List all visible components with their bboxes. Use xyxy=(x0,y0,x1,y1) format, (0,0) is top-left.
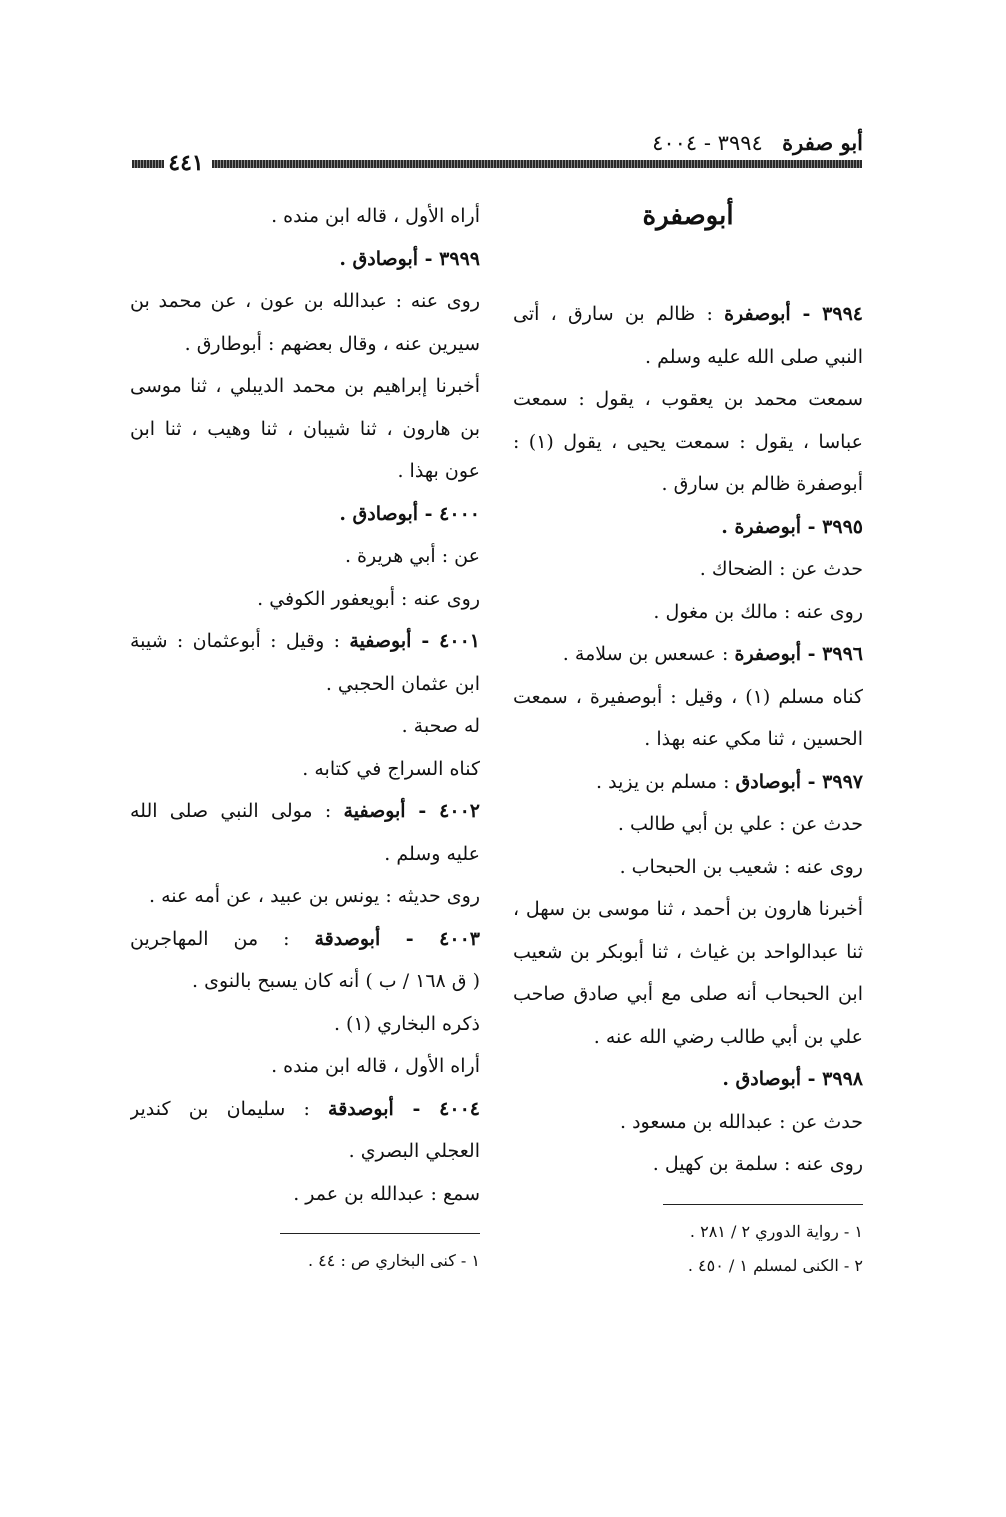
line-text: أراه الأول ، قاله ابن منده . xyxy=(271,205,480,227)
text-line xyxy=(513,633,863,676)
right-column-lines xyxy=(513,293,863,1186)
entry-heading: ٣٩٩٤ - أبوصفرة xyxy=(724,303,863,325)
footnote-rule xyxy=(280,1233,480,1234)
line-text: سيرين عنه ، وقال بعضهم : أبوطارق . xyxy=(184,332,480,355)
line-text: : مسلم بن يزيد . xyxy=(596,770,736,793)
line-text: العجلي البصري . xyxy=(348,1140,480,1162)
line-text: ابن الحبحاب أنه صلى مع أبي صادق صاحب xyxy=(513,983,863,1005)
text-line xyxy=(513,1058,863,1101)
text-line xyxy=(130,280,480,323)
entry-heading: ٤٠٠٤ - أبوصدقة xyxy=(328,1097,480,1120)
text-line xyxy=(513,1101,863,1144)
entry-heading: ٤٠٠٠ - أبوصادق . xyxy=(339,502,480,525)
footnote: ١ - كنى البخاري ص : ٤٤ . xyxy=(308,1251,480,1270)
line-text: حدث عن : الضحاك . xyxy=(699,558,863,580)
line-text: : ظالم بن سارق ، أتى xyxy=(513,303,725,325)
line-text: ذكره البخاري (١) . xyxy=(333,1012,480,1035)
text-line xyxy=(513,1016,863,1059)
line-text: له صحبة . xyxy=(401,715,480,737)
entry-heading: ٤٠٠٣ - أبوصدقة xyxy=(314,927,480,950)
line-text: كناه مسلم (١) ، وقيل : أبوصفيرة ، سمعت xyxy=(513,685,863,708)
text-line xyxy=(513,378,863,421)
text-line xyxy=(130,323,480,366)
text-line xyxy=(130,1088,480,1131)
text-line xyxy=(130,833,480,876)
text-line xyxy=(130,535,480,578)
line-text: روى عنه : أبويعفور الكوفي . xyxy=(257,587,480,610)
line-text: عون بهذا . xyxy=(397,460,480,482)
line-text: : سليمان بن كندير xyxy=(130,1097,329,1120)
footnote-rule xyxy=(663,1204,863,1205)
text-line xyxy=(130,875,480,918)
line-text: روى عنه : سلمة بن كهيل . xyxy=(652,1153,863,1175)
text-line xyxy=(513,463,863,506)
line-text: عباسا ، يقول : سمعت يحيى ، يقول (١) : xyxy=(513,430,863,453)
text-line xyxy=(130,1045,480,1088)
text-line xyxy=(130,705,480,748)
footnote: ٢ - الكنى لمسلم ١ / ٤٥٠ . xyxy=(687,1255,863,1275)
text-line xyxy=(513,888,863,931)
line-text: حدث عن : عبدالله بن مسعود . xyxy=(620,1110,863,1133)
line-text: : عسعس بن سلامة . xyxy=(562,643,735,665)
text-line xyxy=(130,1173,480,1216)
running-header xyxy=(652,130,863,155)
right-column xyxy=(513,195,863,1283)
text-line xyxy=(130,195,480,238)
text-line xyxy=(513,676,863,719)
text-line xyxy=(513,718,863,761)
line-text: علي بن أبي طالب رضي الله عنه . xyxy=(593,1025,863,1048)
line-text: روى عنه : شعيب بن الحبحاب . xyxy=(619,855,863,878)
line-text: روى عنه : عبدالله بن عون ، عن محمد بن xyxy=(130,290,480,312)
line-text: النبي صلى الله عليه وسلم . xyxy=(645,345,863,368)
text-line xyxy=(513,336,863,379)
line-text: : من المهاجرين xyxy=(130,927,315,950)
line-text: روى عنه : مالك بن مغول . xyxy=(653,600,863,623)
text-line xyxy=(513,591,863,634)
footnote: ١ - رواية الدوري ٢ / ٢٨١ . xyxy=(689,1221,863,1241)
text-line xyxy=(513,1143,863,1186)
entry-heading: ٤٠٠١ - أبوصفية xyxy=(349,630,480,652)
header-rule xyxy=(212,160,862,168)
line-text: عليه وسلم . xyxy=(384,842,480,865)
header-title: أبو صفرة xyxy=(782,130,863,155)
text-line xyxy=(130,790,480,833)
line-text: بن هارون ، ثنا شيبان ، ثنا وهيب ، ثنا ابن xyxy=(130,417,480,440)
entry-heading: ٣٩٩٩ - أبوصادق . xyxy=(339,247,480,270)
header-entry-range: ٣٩٩٤ - ٤٠٠٤ xyxy=(652,131,763,155)
text-line xyxy=(513,761,863,804)
line-text: : وقيل : أبوعثمان : شيبة xyxy=(130,630,350,652)
text-line xyxy=(513,973,863,1016)
text-line xyxy=(130,748,480,791)
text-line xyxy=(513,931,863,974)
line-text: ابن عثمان الحجبي . xyxy=(325,672,480,695)
text-line xyxy=(130,960,480,1003)
text-line xyxy=(513,506,863,549)
text-line xyxy=(130,620,480,663)
entry-heading: ٤٠٠٢ - أبوصفية xyxy=(343,800,480,822)
line-text: كناه السراج في كتابه . xyxy=(302,757,480,780)
entry-heading: ٣٩٩٧ - أبوصادق xyxy=(735,770,863,793)
text-line xyxy=(130,1003,480,1046)
text-line xyxy=(130,408,480,451)
text-line xyxy=(513,421,863,464)
line-text: أراه الأول ، قاله ابن منده . xyxy=(271,1055,480,1077)
line-text: سمع : عبدالله بن عمر . xyxy=(293,1182,480,1205)
line-text: أخبرنا إبراهيم بن محمد الديبلي ، ثنا موسى xyxy=(130,375,480,397)
line-text: أبوصفرة ظالم بن سارق . xyxy=(661,473,863,495)
entry-heading: ٣٩٩٨ - أبوصادق . xyxy=(722,1068,863,1090)
line-text: عن : أبي هريرة . xyxy=(344,545,480,567)
line-text: روى حديثه : يونس بن عبيد ، عن أمه عنه . xyxy=(149,885,480,907)
header-rule-end xyxy=(132,160,164,168)
text-line xyxy=(513,293,863,336)
text-line xyxy=(130,1130,480,1173)
line-text: ثنا عبدالواحد بن غياث ، ثنا أبوبكر بن شعيب xyxy=(513,940,863,963)
text-line xyxy=(130,918,480,961)
text-line xyxy=(130,578,480,621)
text-line xyxy=(130,663,480,706)
text-line xyxy=(130,238,480,281)
line-text: أخبرنا هارون بن أحمد ، ثنا موسى بن سهل ، xyxy=(513,898,863,920)
line-text: الحسين ، ثنا مكي عنه بهذا . xyxy=(644,728,863,750)
page-number: ٤٤١ xyxy=(168,150,204,176)
text-line xyxy=(513,548,863,591)
line-text: سمعت محمد بن يعقوب ، يقول : سمعت xyxy=(513,388,863,410)
section-title: أبوصفرة xyxy=(642,201,734,231)
left-column xyxy=(130,195,480,1278)
line-text: : مولى النبي صلى الله xyxy=(130,800,344,822)
text-line xyxy=(513,803,863,846)
entry-heading: ٣٩٩٦ - أبوصفرة xyxy=(734,643,863,665)
text-line xyxy=(513,846,863,889)
text-line xyxy=(130,493,480,536)
text-line xyxy=(130,450,480,493)
left-column-lines xyxy=(130,195,480,1215)
text-line xyxy=(130,365,480,408)
entry-heading: ٣٩٩٥ - أبوصفرة . xyxy=(721,515,863,538)
line-text: حدث عن : علي بن أبي طالب . xyxy=(617,813,863,835)
line-text: ( ق ١٦٨ / ب ) أنه كان يسبح بالنوى . xyxy=(192,970,480,992)
